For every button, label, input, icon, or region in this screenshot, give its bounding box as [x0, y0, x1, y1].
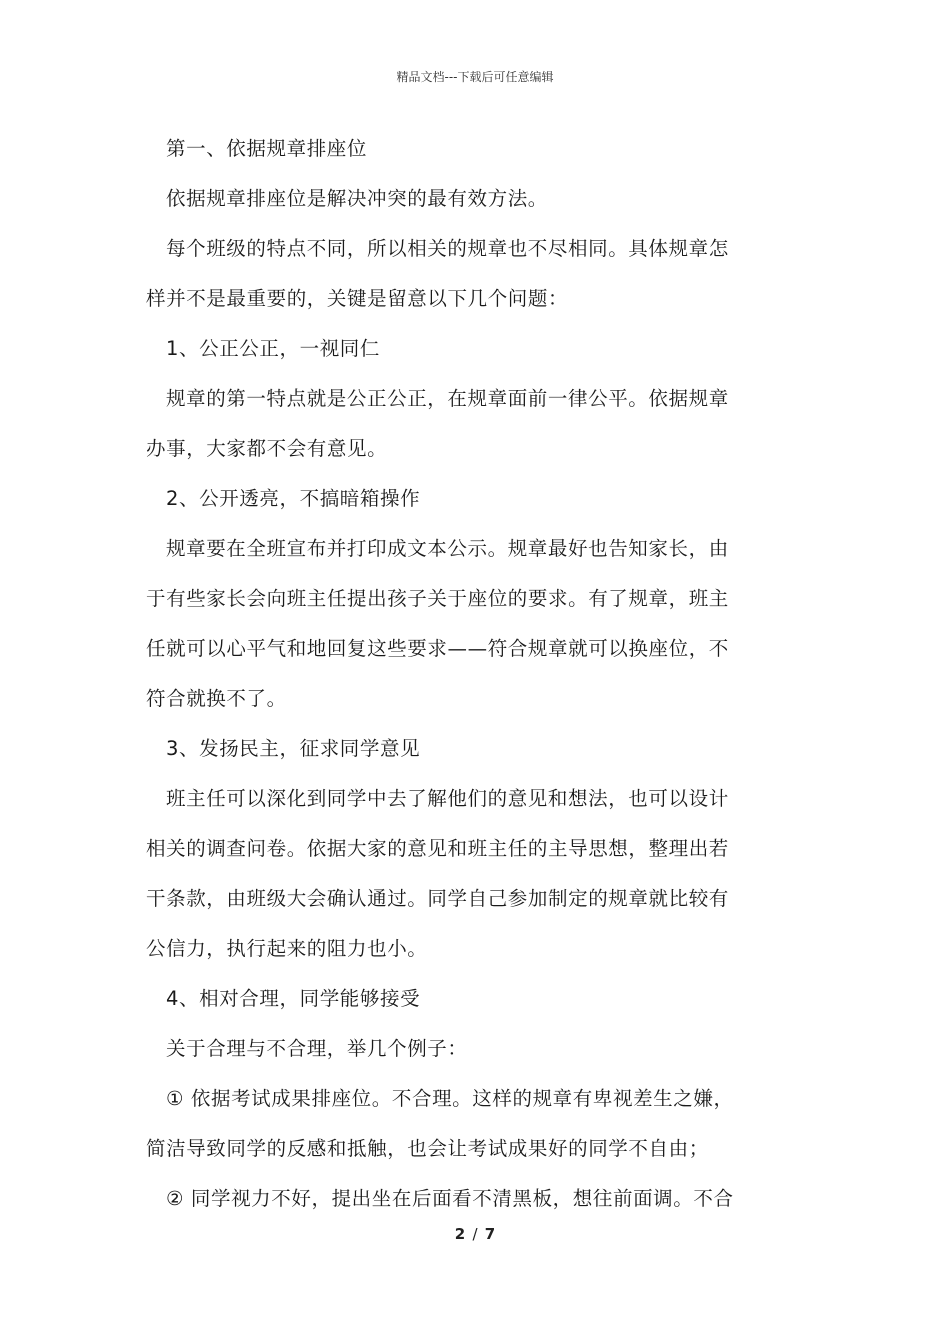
page-total: 7 — [484, 1225, 496, 1243]
page-number — [0, 1225, 950, 1243]
paragraph-line-first: 第一、依据规章排座位 — [166, 137, 368, 160]
paragraph-line-continued: 公信力，执行起来的阻力也小。 — [146, 937, 428, 960]
paragraph-line-first: 3、发扬民主，征求同学意见 — [166, 737, 421, 760]
paragraph-line-continued: 干条款，由班级大会确认通过。同学自己参加制定的规章就比较有 — [146, 887, 729, 910]
paragraph-line-continued: 任就可以心平气和地回复这些要求——符合规章就可以换座位，不 — [146, 637, 729, 660]
paragraph-line-continued: 于有些家长会向班主任提出孩子关于座位的要求。有了规章，班主 — [146, 587, 729, 610]
paragraph-line-first: 班主任可以深化到同学中去了解他们的意见和想法，也可以设计 — [166, 787, 729, 810]
paragraph-line-first: ① 依据考试成果排座位。不合理。这样的规章有卑视差生之嫌， — [166, 1087, 734, 1110]
paragraph-line-first: 关于合理与不合理，举几个例子： — [166, 1037, 468, 1060]
paragraph-line-continued: 符合就换不了。 — [146, 687, 287, 710]
paragraph-line-first: 规章的第一特点就是公正公正，在规章面前一律公平。依据规章 — [166, 387, 729, 410]
paragraph-line-first: 每个班级的特点不同，所以相关的规章也不尽相同。具体规章怎 — [166, 237, 729, 260]
paragraph-line-first: 1、公正公正，一视同仁 — [166, 337, 381, 360]
paragraph-line-first: 规章要在全班宣布并打印成文本公示。规章最好也告知家长，由 — [166, 537, 729, 560]
paragraph-line-first: 4、相对合理，同学能够接受 — [166, 987, 421, 1010]
paragraph-line-first: ② 同学视力不好，提出坐在后面看不清黑板，想往前面调。不合 — [166, 1187, 734, 1210]
paragraph-line-first: 依据规章排座位是解决冲突的最有效方法。 — [166, 187, 548, 210]
paragraph-line-first: 2、公开透亮，不搞暗箱操作 — [166, 487, 421, 510]
page-current: 2 — [454, 1225, 466, 1243]
document-body — [146, 124, 808, 1224]
paragraph-line-continued: 样并不是最重要的，关键是留意以下几个问题： — [146, 287, 569, 310]
page-separator: / — [472, 1225, 478, 1243]
paragraph-line-continued: 相关的调查问卷。依据大家的意见和班主任的主导思想，整理出若 — [146, 837, 729, 860]
page-header: 精品文档---下载后可任意编辑 — [396, 70, 554, 84]
paragraph-line-continued: 简洁导致同学的反感和抵触，也会让考试成果好的同学不自由； — [146, 1137, 709, 1160]
paragraph-line-continued: 办事，大家都不会有意见。 — [146, 437, 388, 460]
